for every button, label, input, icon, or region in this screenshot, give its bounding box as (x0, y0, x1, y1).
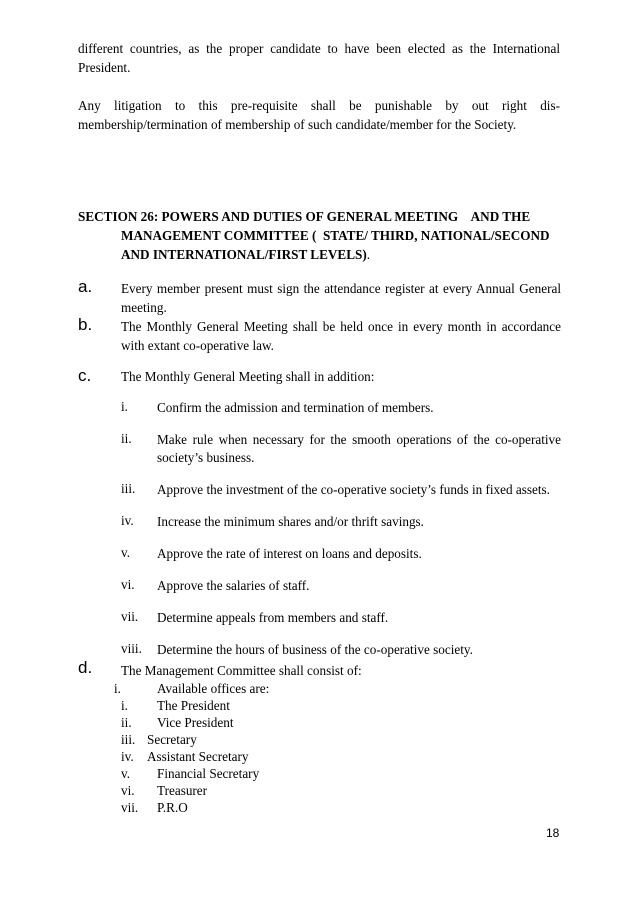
item-marker-b: b. (78, 315, 93, 334)
subitem-d-intro-text: Available offices are: (157, 681, 270, 696)
office-text-3: Secretary (147, 732, 197, 747)
subitem-c-num-7: vii. (121, 609, 139, 624)
item-text-c: The Monthly General Meeting shall in addition: (121, 369, 375, 384)
subitem-c-text-1: Confirm the admission and termination of members. (157, 400, 434, 415)
section-heading-line-3-text: AND INTERNATIONAL/FIRST LEVELS) (121, 247, 367, 262)
office-num-6: vi. (121, 783, 135, 798)
subitem-c-num-4: iv. (121, 513, 134, 528)
subitem-c-text-2: Make rule when necessary for the smooth operations of the co-operative society’s business. (157, 432, 561, 465)
subitem-c-num-8: viii. (121, 641, 142, 656)
section-heading-line-3 (78, 245, 562, 264)
office-text-1: The President (157, 698, 230, 713)
office-num-5: v. (121, 766, 131, 781)
subitem-d-intro-num: i. (114, 681, 121, 696)
subitem-c-text-7: Determine appeals from members and staff. (157, 610, 389, 625)
subitem-c-num-2: ii. (121, 431, 132, 446)
paragraph-2 (78, 96, 560, 134)
office-num-3: iii. (121, 732, 136, 747)
section-heading (78, 207, 562, 264)
subitem-c-num-5: v. (121, 545, 131, 560)
paragraph-1-text: different countries, as the proper candidate to have been elected as the International President. (78, 41, 560, 75)
section-heading-period: . (366, 247, 371, 262)
subitem-c-num-6: vi. (121, 577, 135, 592)
page-number: 18 (546, 826, 560, 840)
office-text-6: Treasurer (157, 783, 208, 798)
section-heading-line-2: MANAGEMENT COMMITTEE ( STATE/ THIRD, NATIONAL/SECOND (121, 228, 550, 243)
subitem-c-text-6: Approve the salaries of staff. (157, 578, 310, 593)
office-num-2: ii. (121, 715, 132, 730)
item-text-a: Every member present must sign the attendance register at every Annual General meeting. (121, 281, 561, 315)
office-text-5: Financial Secretary (157, 766, 260, 781)
item-marker-a: a. (78, 277, 93, 296)
item-marker-c: c. (78, 366, 92, 385)
office-num-1: i. (121, 698, 128, 713)
subitem-c-text-5: Approve the rate of interest on loans and deposits. (157, 546, 422, 561)
subitem-c-num-3: iii. (121, 481, 136, 496)
item-text-d: The Management Committee shall consist of: (121, 663, 362, 678)
office-num-4: iv. (121, 749, 134, 764)
subitem-c-text-3: Approve the investment of the co-operative society’s funds in fixed assets. (157, 482, 550, 497)
paragraph-2-text: Any litigation to this pre-requisite shall be punishable by out right dis-membership/termination of membership of such candidate/member for the Society. (78, 98, 560, 132)
office-text-2: Vice President (157, 715, 234, 730)
paragraph-1 (78, 39, 560, 77)
office-text-7: P.R.O (157, 800, 188, 815)
office-text-4: Assistant Secretary (147, 749, 249, 764)
item-marker-d: d. (78, 658, 93, 677)
subitem-c-text-4: Increase the minimum shares and/or thrift savings. (157, 514, 424, 529)
subitem-c-num-1: i. (121, 399, 128, 414)
item-text-b: The Monthly General Meeting shall be held once in every month in accordance with extant co-operative law. (121, 319, 561, 353)
office-num-7: vii. (121, 800, 139, 815)
section-heading-line-1: SECTION 26: POWERS AND DUTIES OF GENERAL MEETING AND THE (78, 209, 531, 224)
subitem-c-text-8: Determine the hours of business of the co-operative society. (157, 642, 473, 657)
